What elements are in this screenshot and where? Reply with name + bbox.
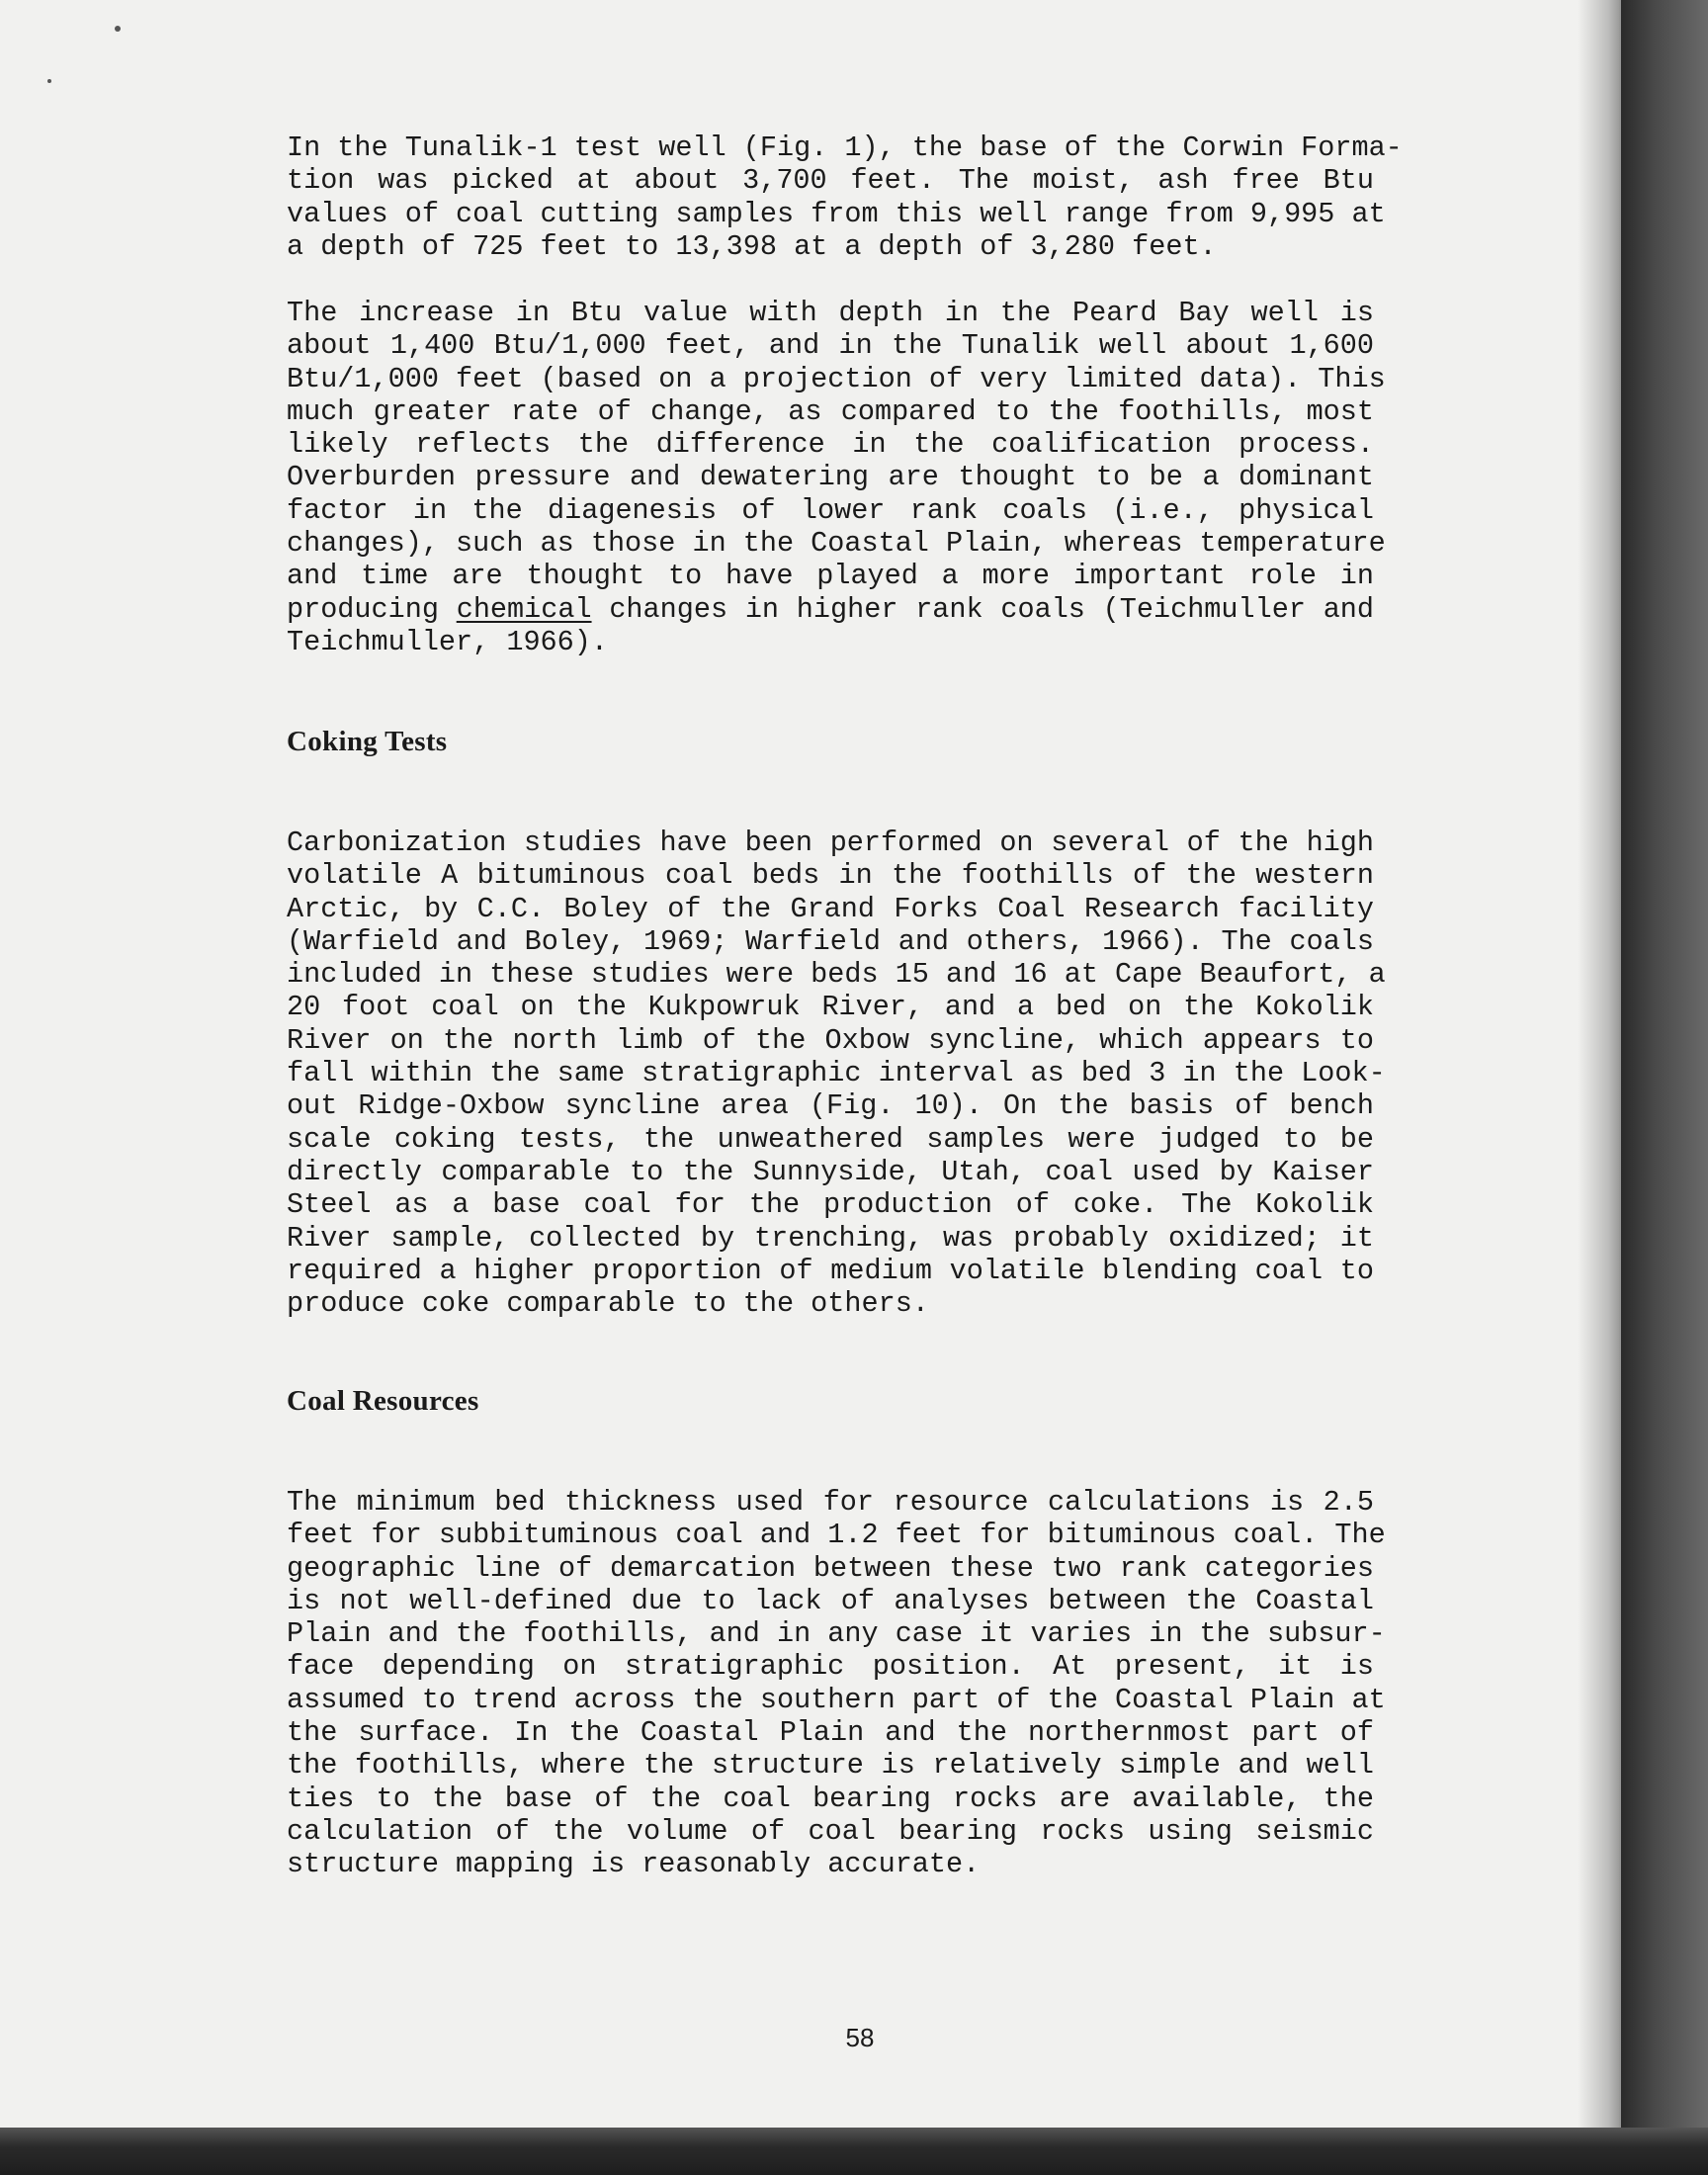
scan-right-border	[1621, 0, 1708, 2175]
text-line: scale coking tests, the unweathered samples were judged to be	[287, 1122, 1374, 1156]
text-line: values of coal cutting samples from this well range from 9,995 at	[287, 197, 1386, 230]
text-line: volatile A bituminous coal beds in the foothills of the western	[287, 859, 1374, 893]
text-line: Steel as a base coal for the production of coke. The Kokolik	[287, 1188, 1374, 1222]
paragraph-tunalik-well	[287, 131, 1403, 263]
text-line: required a higher proportion of medium volatile blending coal to	[287, 1254, 1374, 1287]
text-line: (Warfield and Boley, 1969; Warfield and others, 1966). The coals	[287, 924, 1374, 958]
text-line: included in these studies were beds 15 and 16 at Cape Beaufort, a	[287, 958, 1386, 992]
text-fragment: producing	[287, 592, 457, 626]
text-line: 20 foot coal on the Kukpowruk River, and a bed on the Kokolik	[287, 991, 1374, 1024]
text-line: feet for subbituminous coal and 1.2 feet for bituminous coal. The	[287, 1519, 1386, 1552]
text-line: about 1,400 Btu/1,000 feet, and in the Tunalik well about 1,600	[287, 329, 1374, 363]
text-line: likely reflects the difference in the coalification process.	[287, 428, 1374, 462]
text-line: factor in the diagenesis of lower rank coals (i.e., physical	[287, 493, 1374, 527]
text-line: River on the north limb of the Oxbow syncline, which appears to	[287, 1023, 1374, 1057]
text-line: changes), such as those in the Coastal Plain, whereas temperature	[287, 527, 1386, 561]
scan-bottom-border	[0, 2128, 1708, 2175]
text-line: calculation of the volume of coal bearing rocks using seismic	[287, 1814, 1374, 1848]
text-line-with-underline	[287, 593, 1374, 626]
paragraph-coal-resources	[287, 1486, 1386, 1881]
text-line: In the Tunalik-1 test well (Fig. 1), the base of the Corwin Forma-	[287, 131, 1403, 164]
text-line: assumed to trend across the southern part of the Coastal Plain at	[287, 1683, 1386, 1716]
text-line: out Ridge-Oxbow syncline area (Fig. 10). On the basis of bench	[287, 1089, 1374, 1123]
text-line: The increase in Btu value with depth in the Peard Bay well is	[287, 297, 1374, 329]
scan-speck	[115, 26, 121, 32]
paragraph-btu-increase	[287, 297, 1386, 658]
paragraph-coking-tests	[287, 826, 1386, 1321]
text-line: produce coke comparable to the others.	[287, 1287, 929, 1321]
page-number: 58	[845, 2023, 875, 2052]
text-line: The minimum bed thickness used for resource calculations is 2.5	[287, 1486, 1374, 1519]
text-line: is not well-defined due to lack of analyses between the Coastal	[287, 1584, 1374, 1617]
underlined-word: chemical	[456, 592, 592, 626]
text-line: geographic line of demarcation between these two rank categories	[287, 1551, 1374, 1585]
text-line: Btu/1,000 feet (based on a projection of very limited data). This	[287, 362, 1386, 395]
section-heading-coking-tests: Coking Tests	[287, 726, 448, 757]
text-line: Teichmuller, 1966).	[287, 625, 608, 658]
text-line: directly comparable to the Sunnyside, Utah, coal used by Kaiser	[287, 1155, 1374, 1188]
text-line: structure mapping is reasonably accurate.	[287, 1848, 981, 1881]
text-line: face depending on stratigraphic position. At present, it is	[287, 1650, 1374, 1684]
text-line: Carbonization studies have been performed on several of the high	[287, 826, 1374, 859]
text-line: a depth of 725 feet to 13,398 at a depth of 3,280 feet.	[287, 229, 1217, 263]
text-line: the foothills, where the structure is relatively simple and well	[287, 1749, 1374, 1783]
text-line: Arctic, by C.C. Boley of the Grand Forks Coal Research facility	[287, 892, 1374, 925]
text-line: ties to the base of the coal bearing rocks are available, the	[287, 1782, 1374, 1815]
text-line: much greater rate of change, as compared to the foothills, most	[287, 394, 1374, 428]
text-line: Overburden pressure and dewatering are thought to be a dominant	[287, 461, 1374, 494]
text-line: tion was picked at about 3,700 feet. The moist, ash free Btu	[287, 164, 1374, 198]
text-fragment: changes in higher rank coals (Teichmuller and	[591, 592, 1375, 626]
text-line: River sample, collected by trenching, was probably oxidized; it	[287, 1221, 1374, 1255]
text-line: Plain and the foothills, and in any case it varies in the subsur-	[287, 1617, 1386, 1651]
section-heading-coal-resources: Coal Resources	[287, 1385, 479, 1417]
text-line: the surface. In the Coastal Plain and the northernmost part of	[287, 1716, 1374, 1750]
text-line: and time are thought to have played a more important role in	[287, 560, 1374, 593]
scan-speck	[47, 79, 51, 83]
text-line: fall within the same stratigraphic interval as bed 3 in the Look-	[287, 1057, 1386, 1090]
